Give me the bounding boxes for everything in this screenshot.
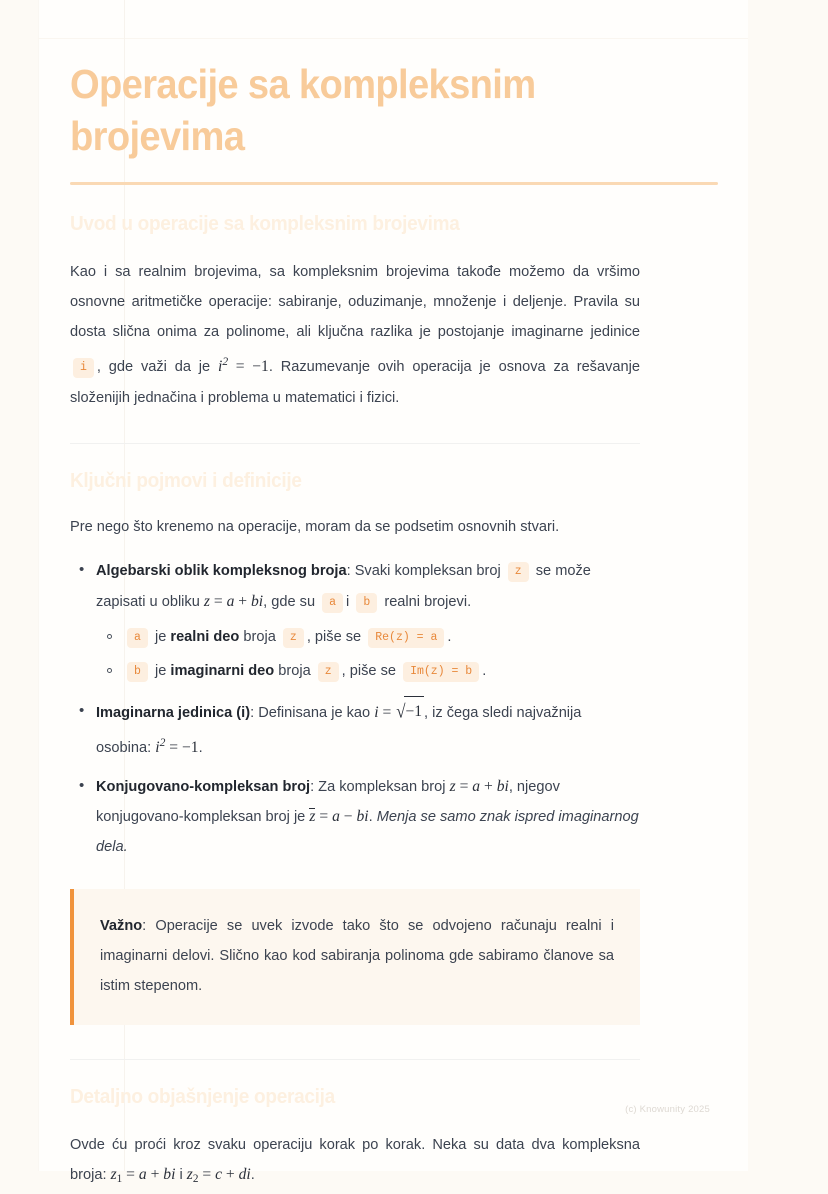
imaginarni-text-a: je [154,663,167,679]
realni-text-b: broja [243,629,276,645]
detaljno-text-between: i [179,1167,183,1183]
page-title: Operacije sa kompleksnim brojevima [70,61,536,159]
section-heading-uvod: Uvod u operacije sa kompleksnim brojevima [70,213,460,235]
math-i-squared: $i^2 = -1$ [217,356,269,375]
imaginarni-text-b: broja [278,663,311,679]
term-imaginarni-deo: imaginarni deo [170,663,275,679]
term-konjugovano: Konjugovano-kompleksan broj [96,779,311,795]
code-chip-i: i [73,358,94,378]
jedinica-text-c: . [198,740,203,756]
code-chip-a: a [322,593,343,613]
code-chip-im-expr: Im(z) = b [403,662,479,682]
code-chip-a-lead: a [127,628,148,648]
realni-text-a: je [154,629,167,645]
list-item-konjugovano [96,772,640,862]
imaginarni-text-d: . [482,663,487,679]
intro-paragraph [70,257,640,413]
algebarski-text-d: i [346,594,350,610]
code-chip-z-imaginarni: z [318,662,339,682]
intro-text-part3: . Razumevanje ovih operacija je osnova za rešavanje složenijih jednačina i problema u matematici i fizici. [70,359,640,406]
definitions-list [70,556,640,862]
callout-text [100,911,614,1001]
jedinica-text-b: , iz čega sledi najvažnija osobina: [96,705,582,756]
imaginarni-text-c: , piše se [341,663,397,679]
konjugovano-italic-note: Menja se samo znak ispred imaginarnog dela. [96,809,639,855]
document-content [70,58,640,1194]
document-page [38,0,748,1185]
term-realni-deo: realni deo [170,629,240,645]
list-item-algebarski-oblik [96,556,640,688]
list-item-imaginarna-jedinica [96,697,640,763]
math-i-property: $i^2 = -1$ [155,737,199,756]
algebarski-text-c: , gde su [263,594,316,610]
callout-body: : Operacije se uvek izvode tako što se odvojeno računaju realni i imaginarni delovi. Slično kao kod sabiranja polinoma gde sabiramo članove sa istim stepenom. [100,918,614,994]
math-z-form: z = a + bi [449,778,509,795]
realni-text-c: , piše se [306,629,362,645]
sublist-item-realni-deo [124,621,640,654]
math-z-conjugate: z = a − bi [309,808,369,825]
jedinica-text-a: : Definisana je kao [250,705,371,721]
konjugovano-text-a: : Za kompleksan broj [310,779,446,795]
code-chip-b: b [356,593,377,613]
math-z2: $z_2 = c$ + di [186,1166,251,1185]
intro-text-part2: , gde važi da je [96,359,211,375]
code-chip-b-lead: b [127,662,148,682]
copyright-watermark: (c) Knowunity 2025 [625,1104,710,1115]
detaljno-text-part1: Ovde ću proći kroz svaku operaciju korak po korak. Neka su data dva kompleksna broja: [70,1137,640,1183]
sublist-parts [96,621,640,688]
sublist-item-imaginarni-deo [124,655,640,688]
callout-label: Važno [100,918,143,934]
page-top-rule [38,38,748,39]
section-heading-detaljno: Detaljno objašnjenje operacija [70,1086,335,1108]
code-chip-z-realni: z [283,628,304,648]
detaljno-paragraph [70,1130,640,1194]
konjugovano-text-c: . [368,809,373,825]
math-z1: $z_1 = a$ + bi [110,1166,176,1185]
code-chip-re-expr: Re(z) = a [368,628,444,648]
algebarski-text-b: se može zapisati u obliku [96,563,591,610]
section-heading-pojmovi: Ključni pojmovi i definicije [70,470,302,492]
pojmovi-intro-paragraph: Pre nego što krenemo na operacije, moram da se podsetim osnovnih stvari. [70,519,560,535]
intro-text-part1: Kao i sa realnim brojevima, sa kompleksnim brojevima takođe možemo da vršimo osnovne aritmetičke operacije: sabiranje, oduzimanje, množenje i deljenje. Pravila su dosta slična onima za polinome, ali ključna razlika je postojanje imaginarne jedinice [70,264,640,340]
math-algebraic-form: z = a + bi [203,593,264,610]
konjugovano-text-b: , njegov konjugovano-kompleksan broj je [96,779,560,825]
algebarski-text-e: realni brojevi. [384,594,472,610]
math-i-definition: i = √−1 [374,704,424,721]
detaljno-text-part2: . [250,1167,255,1183]
code-chip-z: z [508,562,529,582]
algebarski-text-a: : Svaki kompleksan broj [346,563,501,579]
page-left-edge [38,0,39,1171]
callout-important [70,889,640,1025]
term-algebarski-oblik: Algebarski oblik kompleksnog broja [96,563,347,579]
term-imaginarna-jedinica: Imaginarna jedinica (i) [96,705,251,721]
realni-text-d: . [447,629,452,645]
